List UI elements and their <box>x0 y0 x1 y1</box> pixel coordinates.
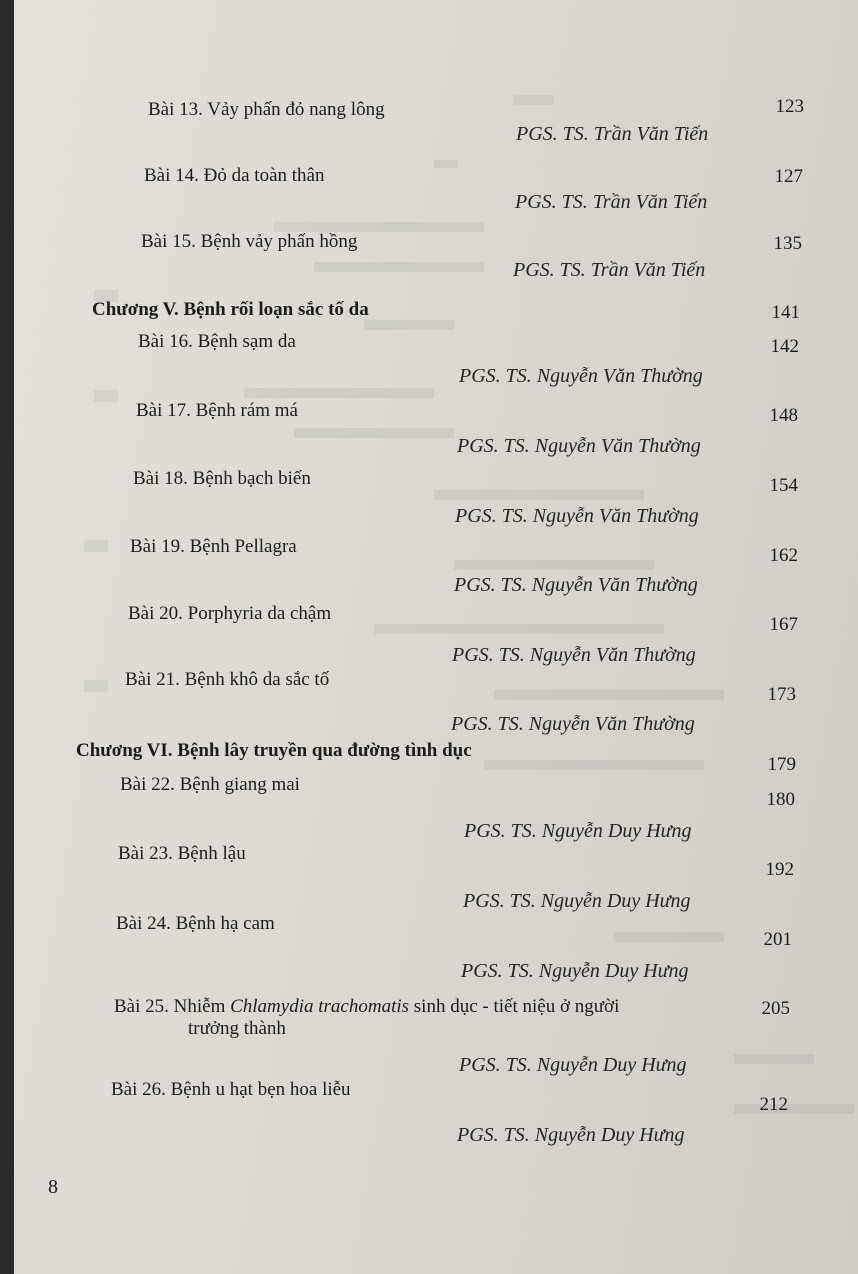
toc-lesson-21-author: PGS. TS. Nguyễn Văn Thường <box>451 713 695 735</box>
toc-lesson-20-author: PGS. TS. Nguyễn Văn Thường <box>452 644 696 666</box>
toc-lesson-21: Bài 21. Bệnh khô da sắc tố <box>125 669 330 690</box>
page-number: 8 <box>48 1176 58 1198</box>
toc-lesson-13-author: PGS. TS. Trần Văn Tiến <box>516 123 709 145</box>
toc-lesson-25-author: PGS. TS. Nguyễn Duy Hưng <box>459 1054 687 1076</box>
toc-lesson-13-page: 123 <box>775 96 804 117</box>
toc-lesson-25-page: 205 <box>761 998 790 1019</box>
toc-lesson-13: Bài 13. Vảy phấn đỏ nang lông <box>148 99 385 120</box>
toc-lesson-25-prefix: Bài 25. Nhiễm <box>114 996 226 1017</box>
book-page <box>14 0 858 1274</box>
toc-lesson-19-author: PGS. TS. Nguyễn Văn Thường <box>454 574 698 596</box>
toc-lesson-14-page: 127 <box>774 166 803 187</box>
toc-lesson-24-page: 201 <box>763 929 792 950</box>
toc-lesson-20-page: 167 <box>769 614 798 635</box>
toc-lesson-17-page: 148 <box>769 405 798 426</box>
toc-lesson-26-author: PGS. TS. Nguyễn Duy Hưng <box>457 1124 685 1146</box>
toc-chapter-6-page: 179 <box>767 754 796 775</box>
toc-lesson-18: Bài 18. Bệnh bạch biến <box>133 468 311 489</box>
toc-lesson-25-species: Chlamydia trachomatis <box>230 996 410 1017</box>
toc-lesson-23-page: 192 <box>765 859 794 880</box>
toc-lesson-20: Bài 20. Porphyria da chậm <box>128 603 332 624</box>
toc-lesson-23: Bài 23. Bệnh lậu <box>118 843 246 864</box>
toc-lesson-25-line2: trưởng thành <box>188 1018 286 1039</box>
toc-lesson-26: Bài 26. Bệnh u hạt bẹn hoa liễu <box>111 1079 351 1100</box>
toc-lesson-15-author: PGS. TS. Trần Văn Tiến <box>513 259 706 281</box>
toc-lesson-16-author: PGS. TS. Nguyễn Văn Thường <box>459 365 703 387</box>
toc-chapter-5-page: 141 <box>771 302 800 323</box>
toc-lesson-25 <box>114 996 714 1040</box>
toc-lesson-16: Bài 16. Bệnh sạm da <box>138 331 296 352</box>
toc-lesson-24: Bài 24. Bệnh hạ cam <box>116 913 275 934</box>
toc-lesson-21-page: 173 <box>767 684 796 705</box>
toc-lesson-14: Bài 14. Đỏ da toàn thân <box>144 165 325 186</box>
toc-lesson-19: Bài 19. Bệnh Pellagra <box>130 536 297 557</box>
toc-lesson-26-page: 212 <box>759 1094 788 1115</box>
toc-lesson-18-page: 154 <box>769 475 798 496</box>
toc-lesson-16-page: 142 <box>770 336 799 357</box>
toc-lesson-22-author: PGS. TS. Nguyễn Duy Hưng <box>464 820 692 842</box>
toc-lesson-17-author: PGS. TS. Nguyễn Văn Thường <box>457 435 701 457</box>
toc-lesson-22-page: 180 <box>766 789 795 810</box>
toc-lesson-15-page: 135 <box>773 233 802 254</box>
toc-chapter-5: Chương V. Bệnh rối loạn sắc tố da <box>92 299 369 320</box>
toc-lesson-18-author: PGS. TS. Nguyễn Văn Thường <box>455 505 699 527</box>
toc-chapter-6: Chương VI. Bệnh lây truyền qua đường tình dục <box>76 740 472 761</box>
toc-lesson-24-author: PGS. TS. Nguyễn Duy Hưng <box>461 960 689 982</box>
toc-lesson-22: Bài 22. Bệnh giang mai <box>120 774 300 795</box>
toc-lesson-15: Bài 15. Bệnh vảy phấn hồng <box>141 231 358 252</box>
toc-lesson-19-page: 162 <box>769 545 798 566</box>
toc-lesson-25-suffix: sinh dục - tiết niệu ở người <box>413 996 620 1017</box>
toc-lesson-14-author: PGS. TS. Trần Văn Tiến <box>515 191 708 213</box>
toc-lesson-17: Bài 17. Bệnh rám má <box>136 400 298 421</box>
toc-lesson-23-author: PGS. TS. Nguyễn Duy Hưng <box>463 890 691 912</box>
